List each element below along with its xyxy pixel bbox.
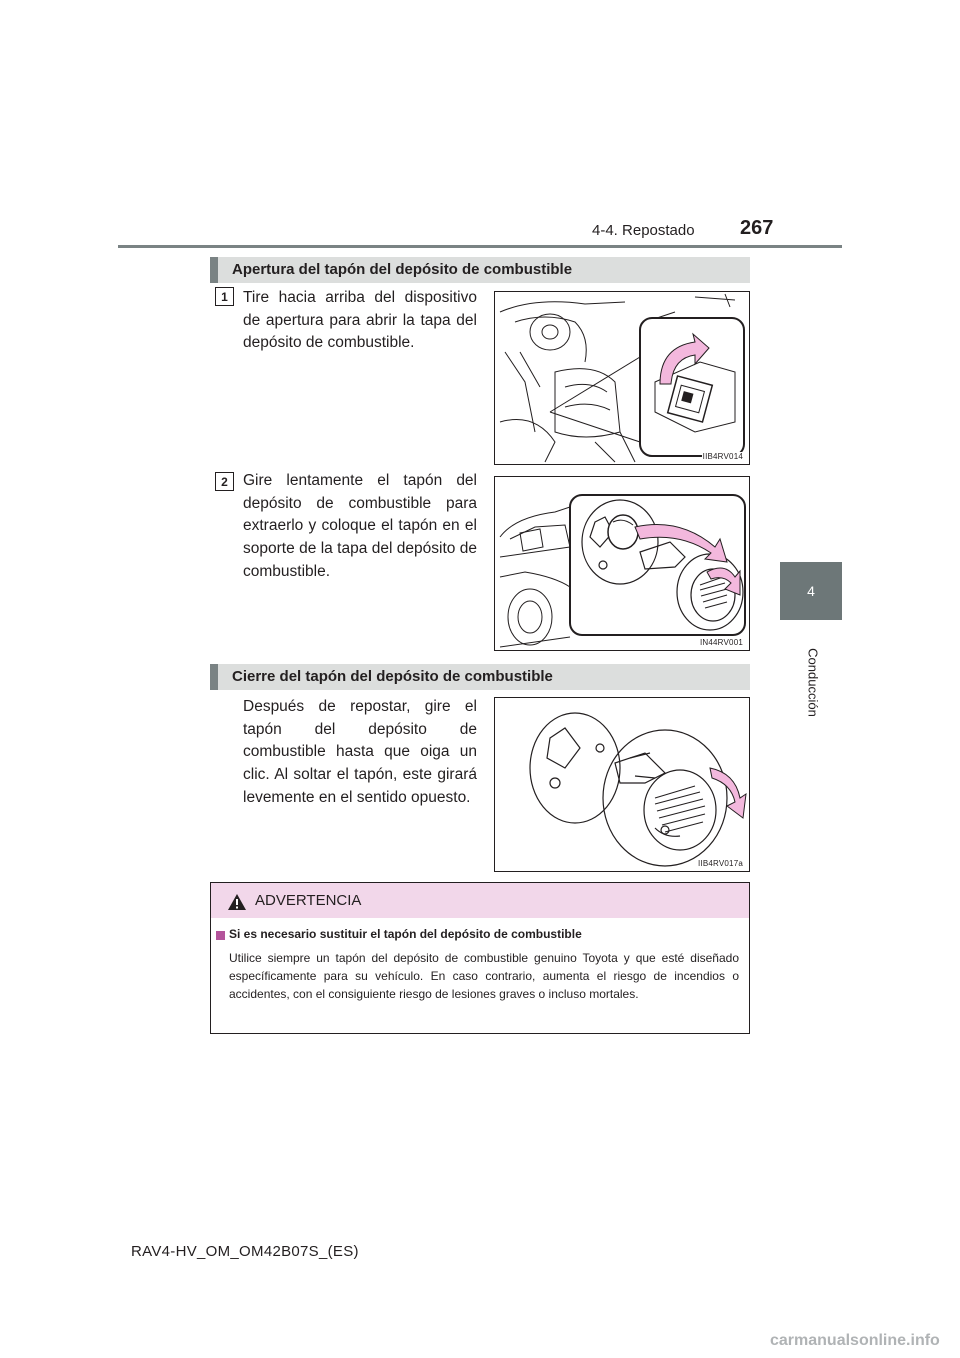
heading-close (210, 664, 750, 690)
fuel-cap-closing-illustration (495, 698, 750, 872)
chapter-number: 4 (807, 583, 815, 599)
chapter-title: Conducción (805, 648, 821, 717)
figure-code-2: IN44RV001 (699, 638, 743, 647)
heading-open-text: Apertura del tapón del depósito de combustible (232, 261, 573, 278)
close-text: Después de repostar, gire el tapón del depósito de combustible hasta que oiga un clic. Al soltar el tapón, este girará levemente en el sentido opuesto. (243, 698, 477, 806)
footer-doc-code: RAV4-HV_OM_OM42B07S_(ES) (131, 1243, 359, 1260)
warning-label: ADVERTENCIA (255, 892, 362, 909)
warning-title: Si es necesario sustituir el tapón del depósito de combustible (229, 927, 582, 941)
figure-code-3: IIB4RV017a (698, 859, 743, 868)
warning-text: Utilice siempre un tapón del depósito de combustible genuino Toyota y que esté diseñado específicamente para su vehículo. En caso contrario, aumenta el riesgo de incendios o accidentes, con el consiguiente riesgo de lesiones graves o incluso mortales. (229, 951, 739, 1001)
step-number-2: 2 (215, 472, 234, 491)
warning-bullet-square (216, 931, 225, 940)
warning-header (211, 883, 749, 918)
section-title: 4-4. Repostado (592, 222, 695, 239)
heading-open (210, 257, 750, 283)
figure-code-1: IIB4RV014 (702, 452, 743, 461)
step-2-text: Gire lentamente el tapón del depósito de combustible para extraerlo y coloque el tapón en el soporte de la tapa del depósito de combustible. (243, 472, 477, 580)
fuel-cap-removal-illustration (495, 477, 750, 651)
figure-fuel-cap-closing (494, 697, 750, 872)
step-1-text: Tire hacia arriba del dispositivo de apertura para abrir la tapa del depósito de combustible. (243, 289, 477, 352)
header-rule (118, 245, 842, 248)
watermark: carmanualsonline.info (770, 1332, 940, 1349)
figure-fuel-door-opener (494, 291, 750, 465)
figure-fuel-cap-removal (494, 476, 750, 651)
chapter-title-container (803, 630, 823, 740)
heading-close-text: Cierre del tapón del depósito de combustible (232, 668, 553, 685)
step-number-1: 1 (215, 287, 234, 306)
page-number: 267 (740, 217, 774, 239)
warning-box (210, 882, 750, 1034)
warning-triangle-icon (227, 893, 247, 911)
chapter-tab (780, 562, 842, 620)
fuel-door-opener-illustration (495, 292, 750, 465)
